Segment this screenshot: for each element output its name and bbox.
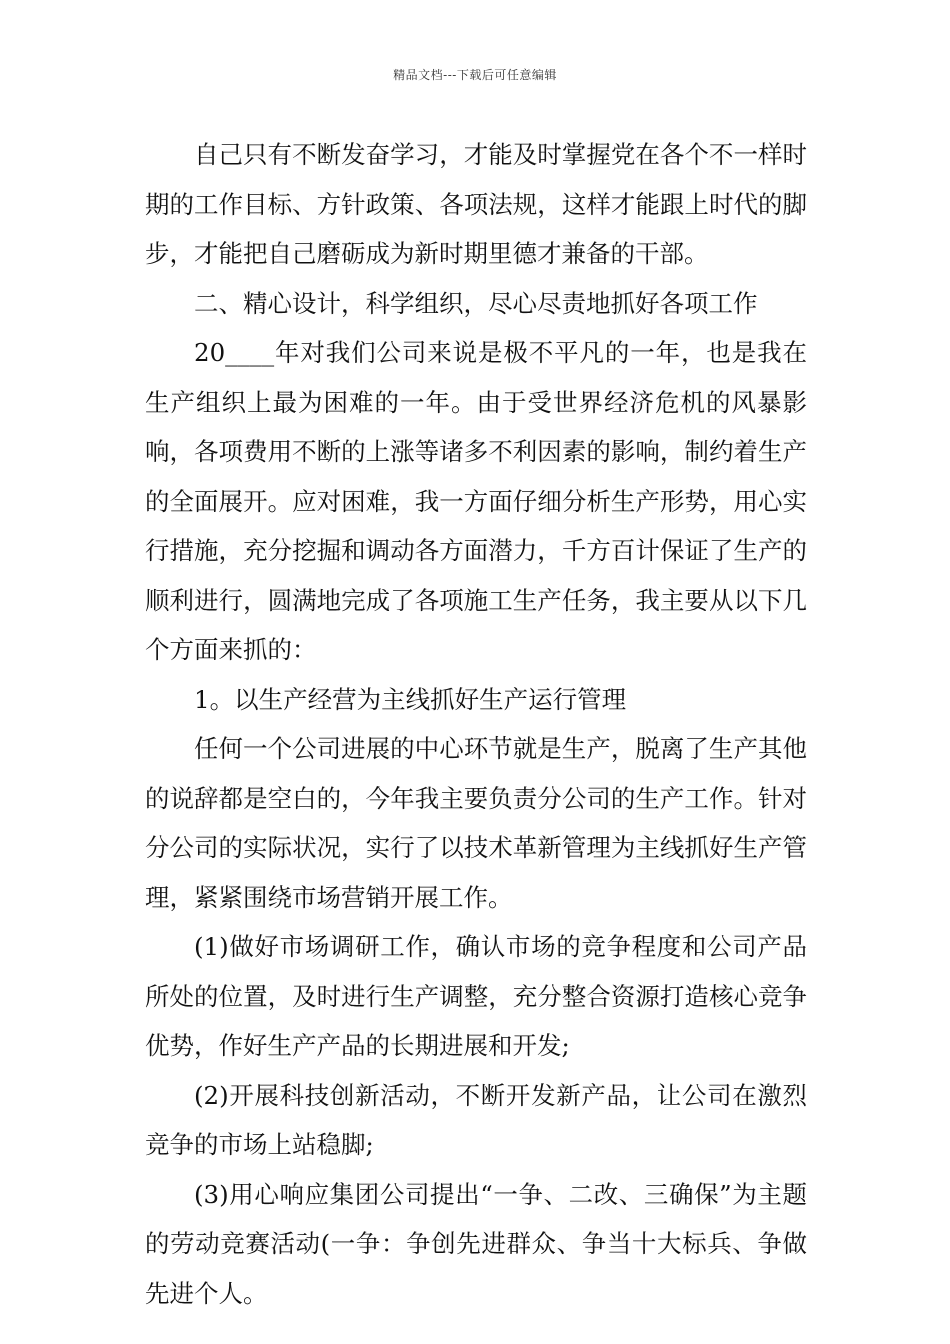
paragraph: 自己只有不断发奋学习，才能及时掌握党在各个不一样时期的工作目标、方针政策、各项法规，这样才能跟上时代的脚步，才能把自己磨砺成为新时期里德才兼备的干部。 — [145, 140, 807, 268]
subsection-heading: 1。以生产经营为主线抓好生产运行管理 — [194, 684, 627, 714]
paragraph: 20____年对我们公司来说是极不平凡的一年，也是我在生产组织上最为困难的一年。由于受世界经济危机的风暴影响，各项费用不断的上涨等诸多不利因素的影响，制约着生产的全面展开。应对困难，我一方面仔细分析生产形势，用心实行措施，充分挖掘和调动各方面潜力，千方百计保证了生产的顺利进行，圆满地完成了各项施工生产任务，我主要从以下几个方面来抓的： — [145, 338, 807, 664]
list-item: (3)用心响应集团公司提出“一争、二改、三确保”为主题的劳动竞赛活动(一争：争创先进群众、争当十大标兵、争做先进个人。 — [145, 1179, 807, 1308]
list-item: (2)开展科技创新活动，不断开发新产品，让公司在激烈竞争的市场上站稳脚; — [145, 1080, 807, 1159]
paragraph: 任何一个公司进展的中心环节就是生产，脱离了生产其他的说辞都是空白的，今年我主要负责分公司的生产工作。针对分公司的实际状况，实行了以技术革新管理为主线抓好生产管理，紧紧围绕市场营销开展工作。 — [145, 734, 807, 912]
list-item: (1)做好市场调研工作，确认市场的竞争程度和公司产品所处的位置，及时进行生产调整，充分整合资源打造核心竞争优势，作好生产产品的长期进展和开发; — [145, 932, 807, 1060]
section-heading: 二、精心设计，科学组织，尽心尽责地抓好各项工作 — [194, 288, 758, 318]
page-header: 精品文档---下载后可任意编辑 — [393, 68, 557, 82]
document-body — [145, 130, 807, 1318]
